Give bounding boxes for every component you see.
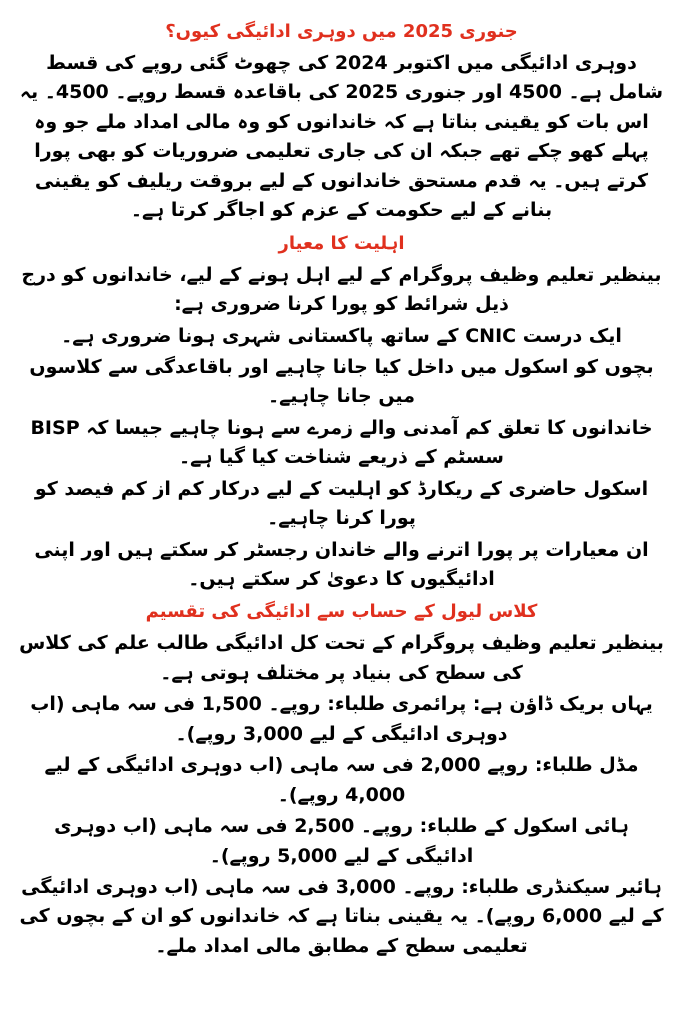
eligibility-item-cnic: ایک درست CNIC کے ساتھ پاکستانی شہری ہونا ضروری ہے۔	[61, 324, 622, 347]
double-payment-paragraph: دوہری ادائیگی میں اکتوبر 2024 کی چھوٹ گئی روپے کی قسط شامل ہے۔ 4500 اور جنوری 2025 کی باقاعدہ قسط روپے۔ 4500۔ یہ اس بات کو یقینی بناتا ہے کہ خاندانوں کو وہ مالی امداد ملے جو وہ پہلے کھو چکے تھے جبکہ ان کی جاری تعلیمی ضروریات کو بھی پورا کرتے ہیں۔ یہ قدم مستحق خاندانوں کے لیے بروقت ریلیف کو یقینی بنانے کے لیے حکومت کے عزم کو اجاگر کرتا ہے۔	[19, 52, 664, 222]
eligibility-intro: بینظیر تعلیم وظیف پروگرام کے لیے اہل ہونے کے لیے، خاندانوں کو درج ذیل شرائط کو پورا کرنا ضروری ہے:	[21, 263, 662, 316]
breakdown-item-high-school: ہائی اسکول کے طلباء: روپے۔ 2,500 فی سہ ماہی (اب دوہری ادائیگی کے لیے 5,000 روپے)۔	[54, 815, 629, 867]
section-heading-double-payment: جنوری 2025 میں دوہری ادائیگی کیوں؟	[165, 21, 518, 42]
breakdown-item-primary: یہاں بریک ڈاؤن ہے: پرائمری طلباء: روپے۔ 1,500 فی سہ ماہی (اب دوہری ادائیگی کے لیے 3,000 روپے)۔	[30, 693, 653, 745]
eligibility-summary: ان معیارات پر پورا اترنے والے خاندان رجسٹر کر سکتے ہیں اور اپنی ادائیگیوں کا دعویٰ کر سکتے ہیں۔	[34, 538, 649, 590]
eligibility-item-income: خاندانوں کا تعلق کم آمدنی والے زمرے سے ہونا چاہیے جیسا کہ BISP سسٹم کے ذریعے شناخت کیا گیا ہے۔	[30, 416, 653, 469]
eligibility-item-attendance: اسکول حاضری کے ریکارڈ کو اہلیت کے لیے درکار کم از کم فیصد کو پورا کرنا چاہیے۔	[34, 477, 649, 530]
section-heading-eligibility: اہلیت کا معیار	[278, 232, 405, 254]
section-heading-payment-breakdown: کلاس لیول کے حساب سے ادائیگی کی تقسیم	[145, 601, 538, 623]
breakdown-item-middle: مڈل طلباء: روپے 2,000 فی سہ ماہی (اب دوہری ادائیگی کے لیے 4,000 روپے)۔	[44, 754, 639, 806]
breakdown-item-higher-secondary: ہائیر سیکنڈری طلباء: روپے۔ 3,000 فی سہ ماہی (اب دوہری ادائیگی کے لیے 6,000 روپے)۔ یہ یقینی بناتا ہے کہ خاندانوں کو ان کے بچوں کی تعلیمی سطح کے مطابق مالی امداد ملے۔	[19, 875, 664, 957]
eligibility-item-school: بچوں کو اسکول میں داخل کیا جانا چاہیے اور باقاعدگی سے کلاسوں میں جانا چاہیے۔	[29, 355, 654, 408]
breakdown-intro: بینظیر تعلیم وظیف پروگرام کے تحت کل ادائیگی طالب علم کی کلاس کی سطح کی بنیاد پر مختلف ہوتی ہے۔	[19, 632, 664, 684]
